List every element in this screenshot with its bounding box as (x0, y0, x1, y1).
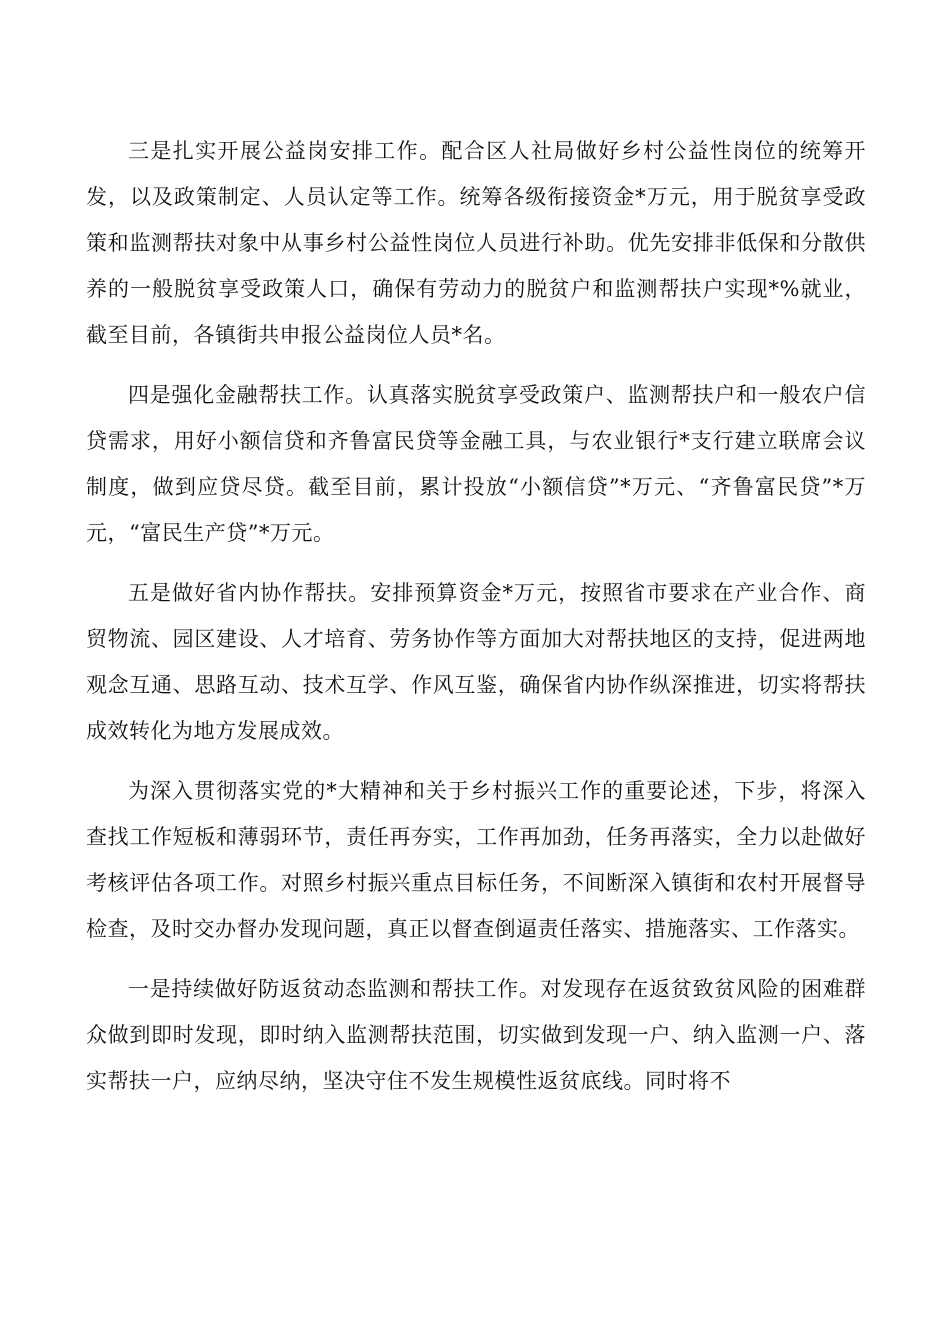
document-body (86, 128, 866, 1118)
paragraph-financial-assistance: 四是强化金融帮扶工作。认真落实脱贫享受政策户、监测帮扶户和一般农户信贷需求，用好小额信贷和齐鲁富民贷等金融工具，与农业银行*支行建立联席会议制度，做到应贷尽贷。截至目前，累计投放“小额信贷”*万元、“齐鲁富民贷”*万元，“富民生产贷”*万元。 (86, 383, 866, 545)
paragraph-provincial-cooperation: 五是做好省内协作帮扶。安排预算资金*万元，按照省市要求在产业合作、商贸物流、园区建设、人才培育、劳务协作等方面加大对帮扶地区的支持，促进两地观念互通、思路互动、技术互学、作风互鉴，确保省内协作纵深推进，切实将帮扶成效转化为地方发展成效。 (86, 581, 866, 743)
paragraph-public-welfare-posts: 三是扎实开展公益岗安排工作。配合区人社局做好乡村公益性岗位的统筹开发，以及政策制定、人员认定等工作。统筹各级衔接资金*万元，用于脱贫享受政策和监测帮扶对象中从事乡村公益性岗位人员进行补助。优先安排非低保和分散供养的一般脱贫享受政策人口，确保有劳动力的脱贫户和监测帮扶户实现*%就业，截至目前，各镇街共申报公益岗位人员*名。 (86, 139, 866, 347)
paragraph-next-steps: 为深入贯彻落实党的*大精神和关于乡村振兴工作的重要论述，下步，将深入查找工作短板和薄弱环节，责任再夯实，工作再加劲，任务再落实，全力以赴做好考核评估各项工作。对照乡村振兴重点目标任务，不间断深入镇街和农村开展督导检查，及时交办督办发现问题，真正以督查倒逼责任落实、措施落实、工作落实。 (86, 779, 866, 941)
paragraph-poverty-monitoring: 一是持续做好防返贫动态监测和帮扶工作。对发现存在返贫致贫风险的困难群众做到即时发现，即时纳入监测帮扶范围，切实做到发现一户、纳入监测一户、落实帮扶一户，应纳尽纳，坚决守住不发生规模性返贫底线。同时将不 (86, 977, 866, 1093)
